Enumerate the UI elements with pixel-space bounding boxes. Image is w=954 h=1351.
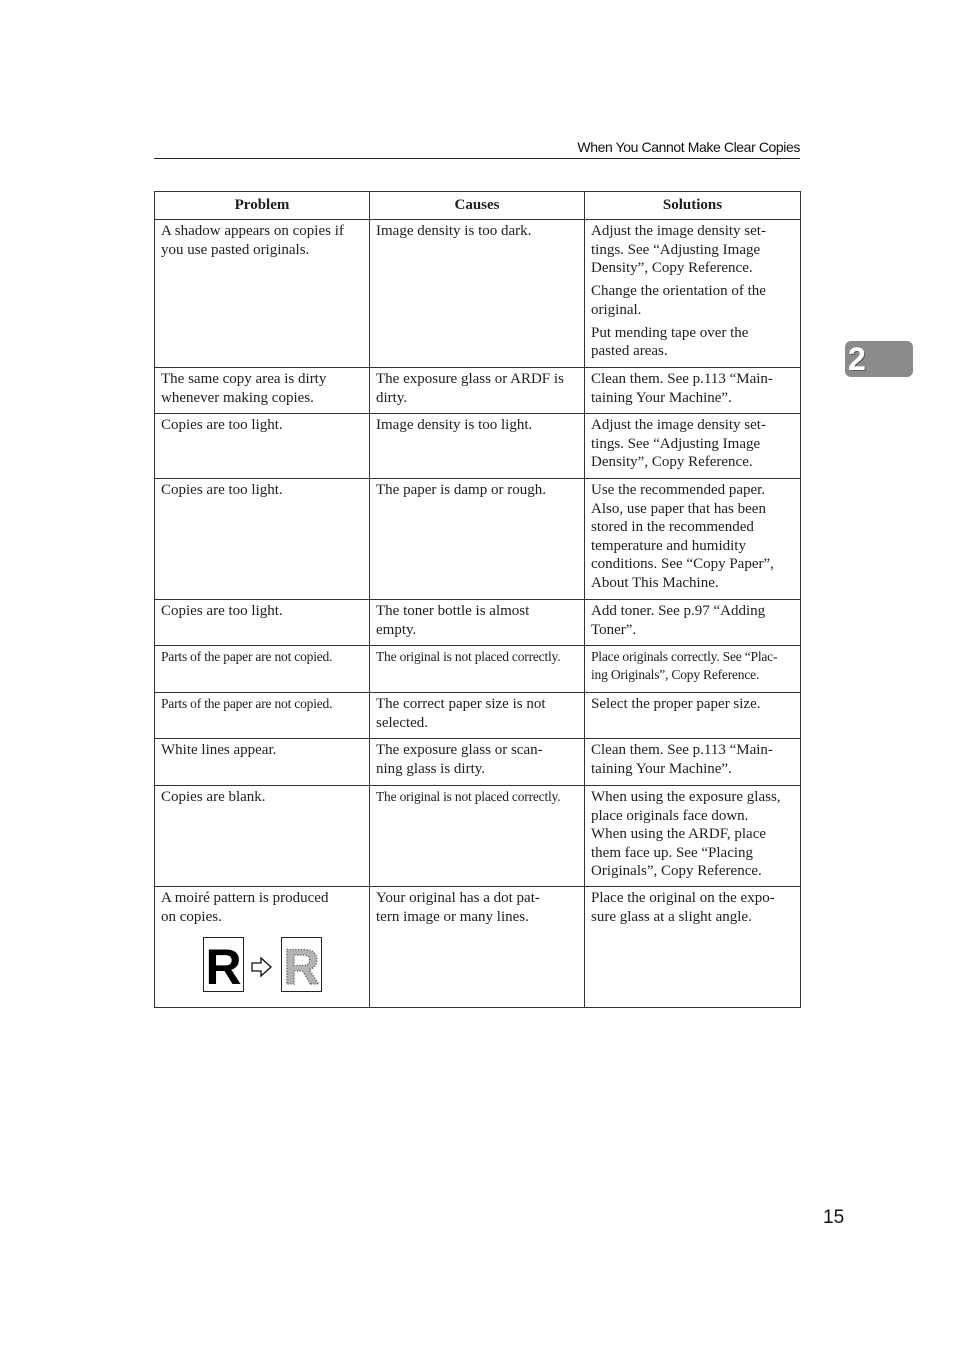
solution-cell (585, 887, 801, 1008)
moire-illustration (200, 936, 324, 994)
solution-cell (585, 600, 801, 646)
cause-cell (370, 786, 585, 887)
problem-text: Copies are too light. (161, 417, 283, 433)
problem-text: Parts of the paper are not copied. (161, 696, 333, 711)
problem-cell (155, 646, 370, 693)
cause-cell (370, 887, 585, 1008)
problem-cell (155, 786, 370, 887)
solution-text: Place the original on the expo- sure glass at a slight angle. (591, 890, 775, 925)
cause-cell (370, 693, 585, 739)
column-header-solutions: Solutions (585, 192, 801, 220)
problem-text: Copies are blank. (161, 789, 266, 805)
solution-text: Use the recommended paper. Also, use paper that has been stored in the recommended temperature and humidity conditions. See “Copy Paper”, About This Machine. (591, 482, 774, 591)
problem-cell (155, 479, 370, 600)
running-header: When You Cannot Make Clear Copies (577, 139, 800, 155)
cause-text: Image density is too light. (376, 417, 533, 433)
solution-text: Clean them. See p.113 “Main- taining Your Machine”. (591, 371, 773, 406)
cause-text: Image density is too dark. (376, 223, 532, 239)
problem-cell (155, 693, 370, 739)
page-number: 15 (823, 1207, 845, 1228)
solution-cell (585, 479, 801, 600)
solution-cell (585, 368, 801, 414)
cause-cell (370, 739, 585, 786)
moire-letter: R (283, 939, 320, 994)
solution-cell (585, 739, 801, 786)
solution-cell (585, 786, 801, 887)
solution-text: Add toner. See p.97 “Adding Toner”. (591, 603, 766, 638)
problem-text: White lines appear. (161, 742, 277, 758)
cause-text: Your original has a dot pat- tern image or many lines. (376, 890, 540, 925)
column-header-problem: Problem (155, 192, 370, 220)
cause-text: The original is not placed correctly. (376, 649, 561, 664)
problem-text: Copies are too light. (161, 482, 283, 498)
solution-text: Place originals correctly. See “Plac- ing Originals”, Copy Reference. (591, 649, 778, 682)
solution-cell (585, 693, 801, 739)
solution-cell (585, 414, 801, 479)
original-letter: R (205, 939, 242, 994)
cause-cell (370, 220, 585, 368)
solution-cell (585, 646, 801, 693)
cause-cell (370, 646, 585, 693)
solution-text: When using the exposure glass, place originals face down. When using the ARDF, place them face up. See “Placing Originals”, Copy Reference. (591, 789, 781, 879)
cause-text: The paper is damp or rough. (376, 482, 546, 498)
column-header-causes: Causes (370, 192, 585, 220)
cause-text: The original is not placed correctly. (376, 789, 561, 804)
chapter-number: 2 (848, 341, 866, 377)
solution-text: Select the proper paper size. (591, 696, 761, 712)
problem-cell (155, 220, 370, 368)
solution-text: Put mending tape over the pasted areas. (591, 324, 749, 359)
cause-cell (370, 479, 585, 600)
problem-text: A shadow appears on copies if you use pasted originals. (161, 223, 344, 258)
cause-text: The correct paper size is not selected. (376, 696, 546, 731)
problem-text: Copies are too light. (161, 603, 283, 619)
problem-text: A moiré pattern is produced on copies. (161, 890, 329, 925)
solution-text: Clean them. See p.113 “Main- taining Your Machine”. (591, 742, 773, 777)
solution-text: Change the orientation of the original. (591, 283, 766, 318)
solution-text: Adjust the image density set- tings. See “Adjusting Image Density”, Copy Reference. (591, 223, 766, 276)
solution-cell (585, 220, 801, 368)
cause-cell (370, 414, 585, 479)
troubleshooting-table (154, 191, 801, 1008)
problem-text: Parts of the paper are not copied. (161, 649, 333, 664)
problem-cell (155, 368, 370, 414)
chapter-tab (845, 341, 913, 377)
header-divider (154, 158, 800, 159)
solution-text: Adjust the image density set- tings. See “Adjusting Image Density”, Copy Reference. (591, 417, 766, 470)
problem-cell (155, 414, 370, 479)
cause-cell (370, 368, 585, 414)
arrow-right-icon (252, 958, 271, 976)
cause-text: The toner bottle is almost empty. (376, 603, 530, 638)
problem-cell (155, 887, 370, 1008)
cause-cell (370, 600, 585, 646)
cause-text: The exposure glass or ARDF is dirty. (376, 371, 564, 406)
cause-text: The exposure glass or scan- ning glass is dirty. (376, 742, 543, 777)
problem-text: The same copy area is dirty whenever making copies. (161, 371, 327, 406)
problem-cell (155, 600, 370, 646)
problem-cell (155, 739, 370, 786)
